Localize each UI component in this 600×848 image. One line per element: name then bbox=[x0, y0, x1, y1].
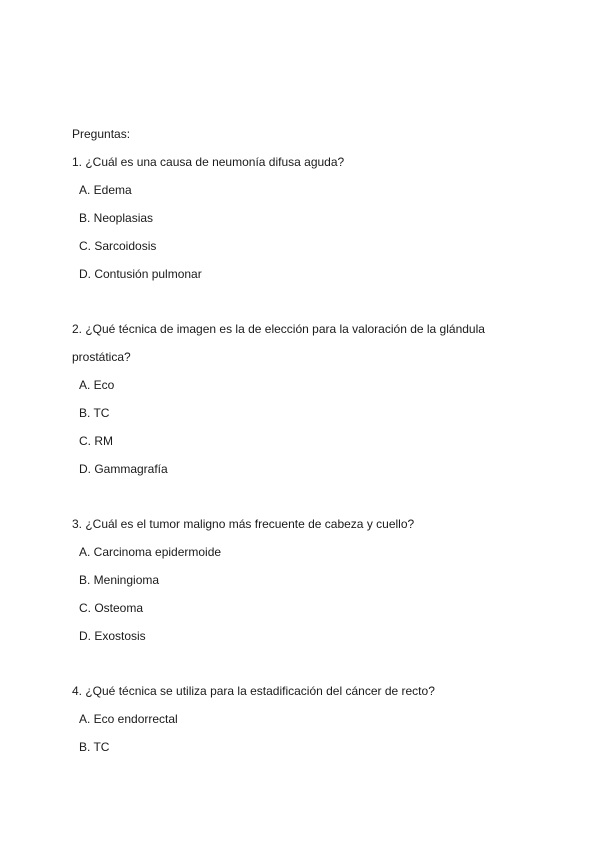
question-3-option-c: C. Osteoma bbox=[79, 601, 144, 615]
question-2-option-c: C. RM bbox=[79, 434, 113, 448]
question-1-option-a: A. Edema bbox=[79, 183, 132, 197]
question-1-option-d: D. Contusión pulmonar bbox=[79, 267, 202, 281]
question-2-text: 2. ¿Qué técnica de imagen es la de elección para la valoración de la glándula bbox=[72, 322, 485, 336]
question-2-option-d: D. Gammagrafía bbox=[79, 462, 168, 476]
question-3-option-a: A. Carcinoma epidermoide bbox=[79, 545, 222, 559]
question-4-option-b: B. TC bbox=[79, 740, 110, 754]
section-heading: Preguntas: bbox=[72, 127, 131, 141]
question-2-option-a: A. Eco bbox=[79, 378, 115, 392]
question-2-text-continued: prostática? bbox=[72, 350, 131, 364]
question-3-option-d: D. Exostosis bbox=[79, 629, 146, 643]
question-4-text: 4. ¿Qué técnica se utiliza para la estadificación del cáncer de recto? bbox=[72, 684, 435, 698]
question-4-option-a: A. Eco endorrectal bbox=[79, 712, 178, 726]
question-1-option-b: B. Neoplasias bbox=[79, 211, 154, 225]
question-3-option-b: B. Meningioma bbox=[79, 573, 160, 587]
question-3-text: 3. ¿Cuál es el tumor maligno más frecuente de cabeza y cuello? bbox=[72, 517, 415, 531]
question-1-option-c: C. Sarcoidosis bbox=[79, 239, 157, 253]
question-1-text: 1. ¿Cuál es una causa de neumonía difusa aguda? bbox=[72, 155, 345, 169]
question-2-option-b: B. TC bbox=[79, 406, 110, 420]
